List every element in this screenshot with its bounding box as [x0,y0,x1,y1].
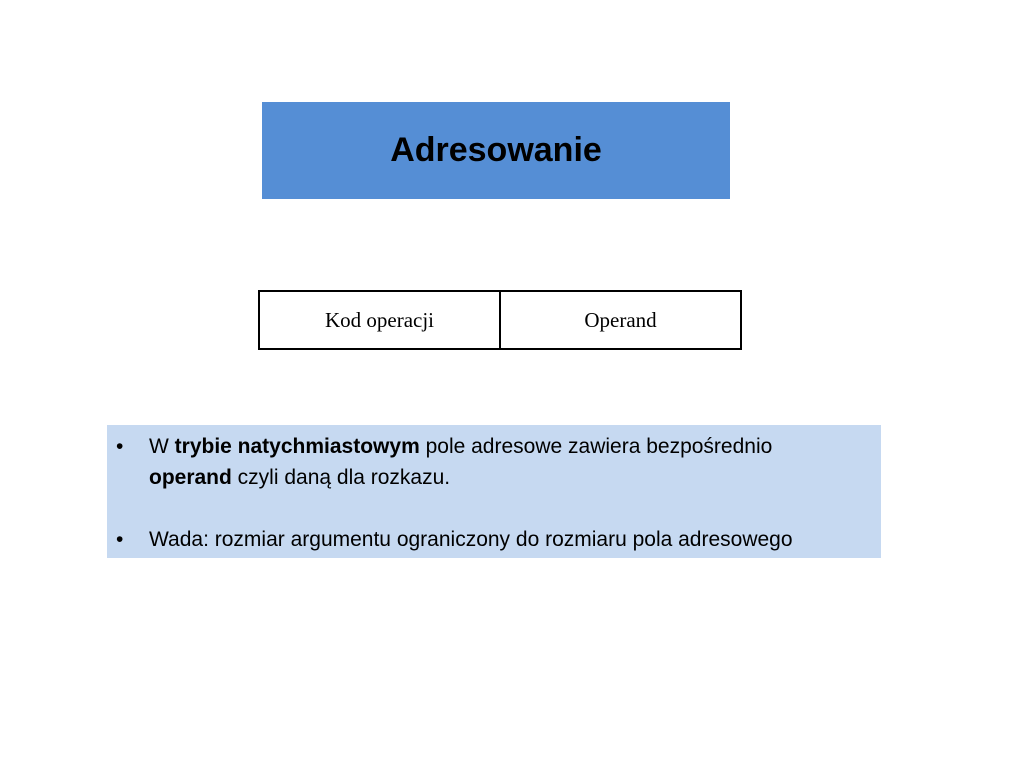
bullet-line-2 [149,462,881,493]
operand-field: Operand [499,292,740,348]
instruction-format-diagram [258,290,742,350]
bullet-spacer [107,493,881,524]
bullet-marker: • [116,528,124,551]
bullet-text: Wada: rozmiar argumentu ograniczony do rozmiaru pola adresowego [149,528,793,551]
bullet-text-rest-2: czyli daną dla rozkazu. [231,466,451,489]
bullet-text-bold-term: trybie natychmiastowym [174,435,420,458]
slide-title: Adresowanie [390,131,602,169]
title-banner [262,102,730,199]
opcode-field: Kod operacji [324,307,435,332]
bullet-marker: • [116,435,124,458]
bullet-item-immediate-mode [107,431,881,493]
bullet-item-disadvantage [107,524,881,555]
bullet-line-1 [149,431,881,462]
bullet-text-bold-operand: operand [149,466,232,489]
bullet-list [107,425,881,558]
bullet-text-rest: pole adresowe zawiera bezpośrednio [419,435,773,458]
bullet-text-prefix: W [149,435,175,458]
